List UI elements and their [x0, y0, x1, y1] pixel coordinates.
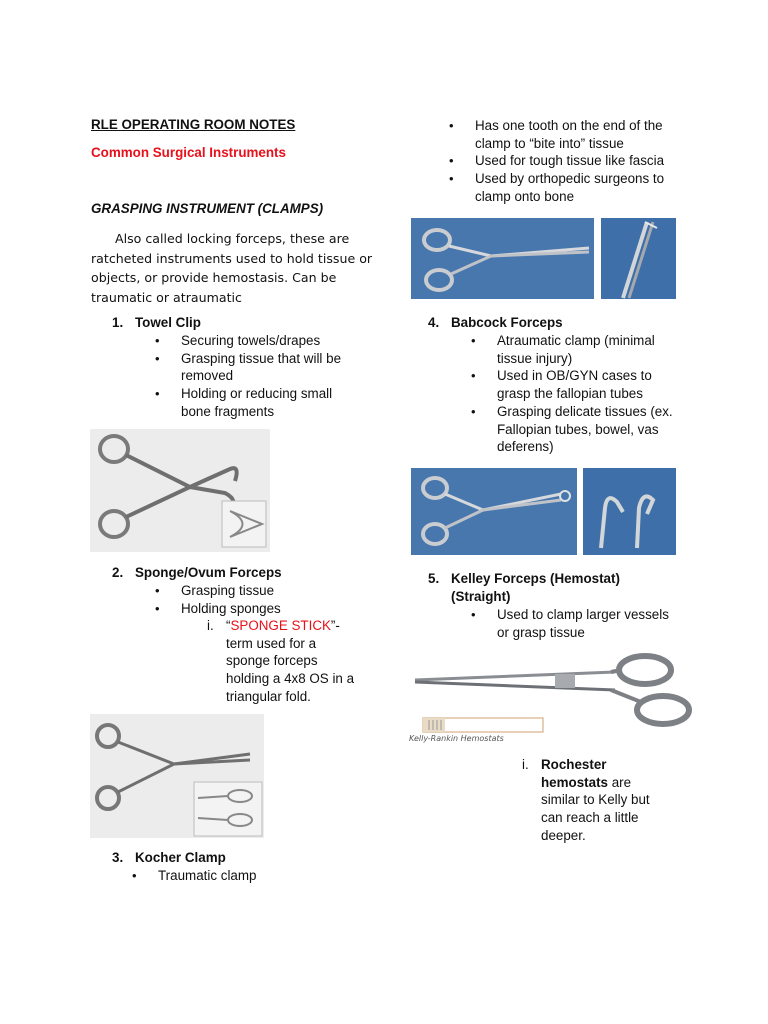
item-title-kelley-forceps-line2: (Straight)	[451, 589, 511, 604]
babcock-tip-image	[583, 468, 676, 555]
item-number: 4.	[428, 315, 440, 330]
list-item: • Used to clamp larger vessels	[471, 607, 669, 622]
kocher-bullet-list	[449, 117, 709, 206]
kelly-hemostat-image	[405, 650, 705, 748]
kocher-clamp-image	[411, 218, 594, 299]
list-item: • Used by orthopedic surgeons to	[449, 171, 665, 187]
intro-paragraph	[91, 229, 372, 307]
item-title-kocher-clamp: Kocher Clamp	[135, 850, 226, 865]
page-title: RLE OPERATING ROOM NOTES	[91, 117, 296, 132]
list-item: • Holding or reducing small	[155, 386, 333, 402]
list-item-continuation: grasp the fallopian tubes	[497, 386, 643, 402]
sponge-stick-note: “SPONGE STICK”- term used for a sponge forceps holding a 4x8 OS in a triangular fold.	[226, 618, 355, 704]
bullet-list	[471, 606, 711, 641]
list-item: • Grasping tissue	[155, 583, 275, 598]
sub-item-number: i.	[207, 618, 214, 633]
intro-line: traumatic or atraumatic	[91, 289, 242, 305]
list-item-continuation: clamp onto bone	[475, 188, 575, 204]
item-title-babcock-forceps: Babcock Forceps	[451, 315, 563, 330]
towel-clip-image	[90, 429, 270, 552]
list-item: • Grasping delicate tissues (ex.	[471, 403, 673, 419]
rochester-note: Rochester hemostats are similar to Kelly but can reach a little deeper.	[541, 756, 691, 845]
list-item-continuation: Fallopian tubes, bowel, vas	[497, 421, 659, 437]
list-item: • Grasping tissue that will be	[155, 350, 342, 366]
intro-line: ratcheted instruments used to hold tissue or	[91, 250, 373, 266]
sponge-stick-term: SPONGE STICK	[230, 618, 331, 633]
list-item: • Used in OB/GYN cases to	[471, 368, 652, 384]
list-item: • Atraumatic clamp (minimal	[471, 333, 655, 348]
list-item-continuation: deferens)	[497, 439, 554, 455]
list-item: • Securing towels/drapes	[155, 333, 321, 348]
item-number: 1.	[112, 315, 124, 330]
item-number: 3.	[112, 850, 124, 865]
list-item: • Has one tooth on the end of the	[449, 118, 663, 133]
item-number: 2.	[112, 565, 124, 580]
list-item-continuation: tissue injury)	[497, 350, 573, 366]
bullet-list	[132, 867, 256, 885]
image-caption: Kelly-Rankin Hemostats	[409, 734, 504, 743]
list-item-continuation: removed	[181, 368, 234, 384]
list-item: • Holding sponges	[155, 600, 281, 616]
kocher-tip-image	[601, 218, 676, 299]
babcock-forceps-image	[411, 468, 577, 555]
intro-line: objects, or provide hemostasis. Can be	[91, 270, 337, 285]
list-item-continuation: clamp to “bite into” tissue	[475, 135, 624, 151]
item-title-towel-clip: Towel Clip	[135, 315, 201, 330]
bullet-list	[155, 582, 395, 617]
bullet-list	[471, 332, 711, 456]
section-heading: GRASPING INSTRUMENT (CLAMPS)	[91, 201, 324, 216]
list-item-continuation: bone fragments	[181, 403, 275, 419]
page-subtitle: Common Surgical Instruments	[91, 145, 286, 160]
item-number: 5.	[428, 571, 440, 586]
list-item-continuation: or grasp tissue	[497, 624, 585, 640]
rochester-term: Rochester	[541, 757, 607, 772]
bullet-list	[155, 332, 395, 421]
list-item: • Used for tough tissue like fascia	[449, 153, 665, 169]
intro-line: Also called locking forceps, these are	[115, 231, 350, 246]
item-title-sponge-forceps: Sponge/Ovum Forceps	[135, 565, 282, 580]
sub-item-number: i.	[522, 757, 529, 772]
item-title-kelley-forceps: Kelley Forceps (Hemostat)	[451, 571, 620, 586]
sponge-forceps-image	[90, 714, 264, 838]
list-item: • Traumatic clamp	[132, 868, 257, 883]
